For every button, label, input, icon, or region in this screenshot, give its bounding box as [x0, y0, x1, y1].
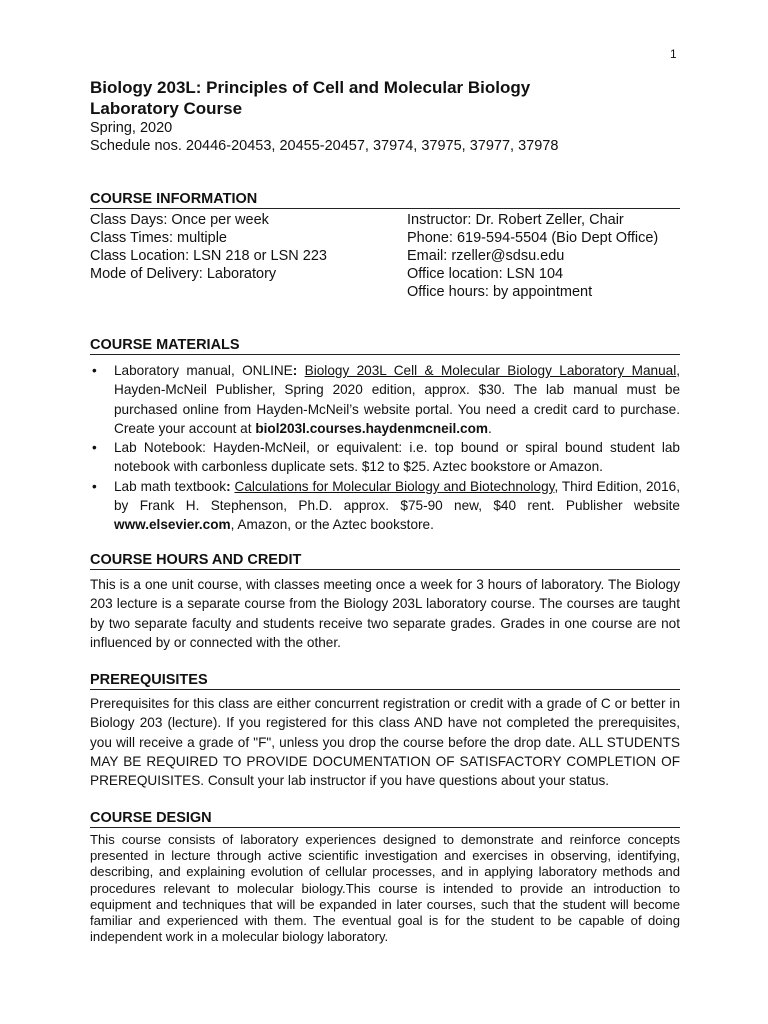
bullet: • [92, 440, 97, 456]
title-line-1: Biology 203L: Principles of Cell and Molecular Biology [90, 78, 531, 97]
bullet: • [92, 363, 97, 378]
term: Spring, 2020 [90, 120, 173, 136]
instructor: Instructor: Dr. Robert Zeller, Chair [407, 212, 624, 228]
class-location: Class Location: LSN 218 or LSN 223 [90, 248, 327, 264]
page-number: 1 [670, 47, 677, 61]
title-line-2: Laboratory Course [90, 99, 243, 118]
email: Email: rzeller@sdsu.edu [407, 248, 565, 264]
lab-manual-link[interactable]: Biology 203L Cell & Molecular Biology Laboratory Manual [304, 363, 677, 378]
office-location: Office location: LSN 104 [407, 266, 564, 282]
course-info-left [90, 211, 327, 283]
office-hours: Office hours: by appointment [407, 284, 593, 300]
course-info-right [407, 211, 658, 301]
course-information-heading: COURSE INFORMATION [90, 191, 680, 209]
class-times: Class Times: multiple [90, 230, 227, 246]
materials-list [90, 361, 680, 535]
elsevier-url[interactable]: www.elsevier.com [114, 517, 231, 533]
hours-credit-heading: COURSE HOURS AND CREDIT [90, 552, 680, 570]
prerequisites-text: Prerequisites for this class are either concurrent registration or credit with a grade of C or better in Biology 203 (lecture). If you registered for this class AND have not completed the prerequisites, you will receive a grade of "F", unless you drop the course before the drop date. ALL STUDENTS MAY BE REQUIRED TO PROVIDE DOCUMENTATION OF SATISFACTORY COMPLETION OF PREREQUISITES. Consult your lab instructor if you have questions about your status. [90, 696, 680, 789]
course-design-text: This course consists of laboratory experiences designed to demonstrate and reinforce concepts presented in lecture through active scientific investigation and exercises in observing, identifying, describing, and explaining evolution of cellular processes, and in applying laboratory methods and procedures relevant to molecular biology.This course is intended to provide an introduction to equipment and techniques that will be expanded in later courses, such that the student will become familiar and experienced with them. The eventual goal is for the student to be capable of doing independent work in a molecular biology laboratory. [90, 832, 680, 945]
document-title [90, 77, 530, 119]
hayden-mcneil-url[interactable]: biol203l.courses.haydenmcneil.com [255, 420, 489, 436]
prerequisites-heading: PREREQUISITES [90, 672, 680, 690]
math-textbook-link[interactable]: Calculations for Molecular Biology and Biotechnology [234, 478, 555, 494]
course-design-heading: COURSE DESIGN [90, 810, 680, 828]
bullet: • [92, 478, 97, 494]
list-item: • Laboratory manual, ONLINE: Biology 203L Cell & Molecular Biology Laboratory Manual, Hayden-McNeil Publisher, Spring 2020 edition, approx. $30. The lab manual must be purchased online from Hayden-McNeil’s website portal. You need a credit card to purchase. Create your account at biol203l.courses.haydenmcneil.com. [92, 363, 680, 436]
phone: Phone: 619-594-5504 (Bio Dept Office) [407, 230, 659, 246]
mode-of-delivery: Mode of Delivery: Laboratory [90, 266, 277, 282]
schedule-numbers: Schedule nos. 20446-20453, 20455-20457, 37974, 37975, 37977, 37978 [90, 138, 559, 154]
hours-credit-text: This is a one unit course, with classes meeting once a week for 3 hours of laboratory. The Biology 203 lecture is a separate course from the Biology 203L laboratory course. The courses are taught by two separate faculty and students receive two separate grades. Grades in one course are not influenced by or connected with the other. [90, 577, 680, 650]
class-days: Class Days: Once per week [90, 212, 269, 228]
list-item: • Lab Notebook: Hayden-McNeil, or equivalent: i.e. top bound or spiral bound student lab notebook with carbonless duplicate sets. $12 to $25. Aztec bookstore or Amazon. [92, 440, 680, 475]
list-item: • Lab math textbook: Calculations for Molecular Biology and Biotechnology, Third Edition, 2016, by Frank H. Stephenson, Ph.D. approx. $75-90 new, $40 rent. Publisher website www.elsevier.com, Amazon, or the Aztec bookstore. [92, 478, 680, 533]
course-materials-heading: COURSE MATERIALS [90, 337, 680, 355]
